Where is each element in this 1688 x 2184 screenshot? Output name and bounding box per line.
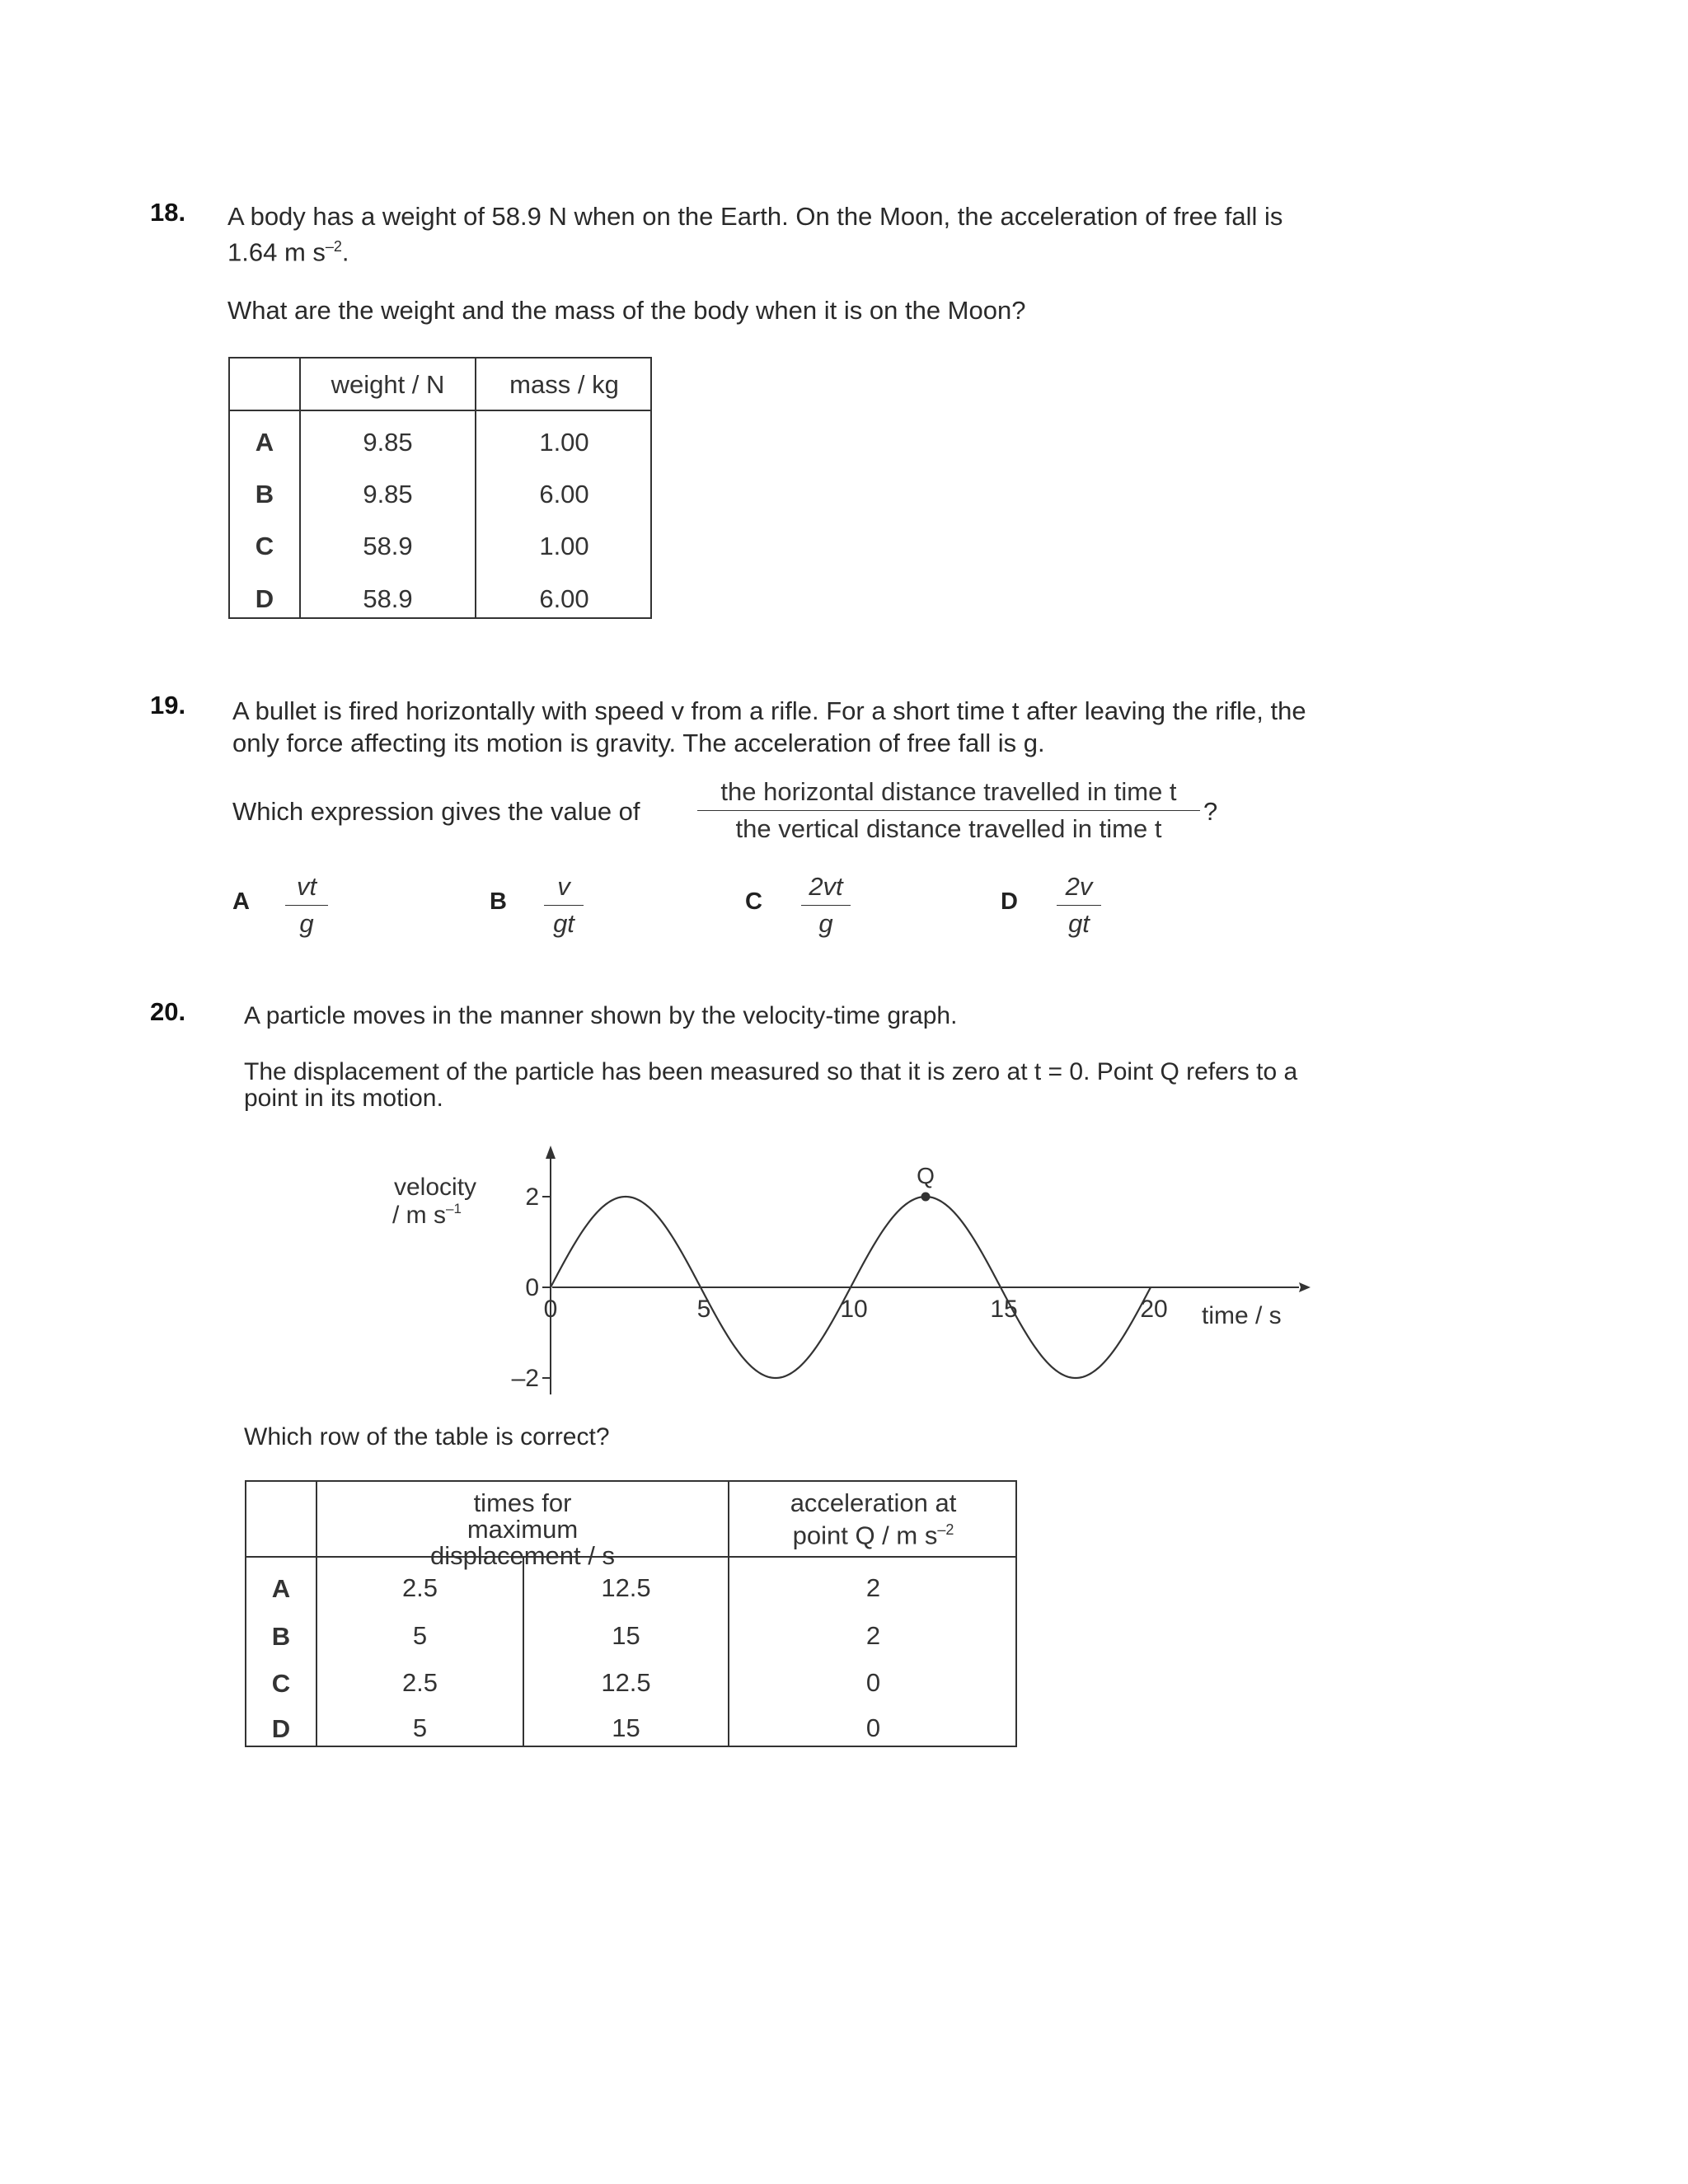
q20-row-acc: 2 [865, 1573, 881, 1602]
q19-line-1: A bullet is fired horizontally with speed v from a rifle. For a short time t after leaving the rifle, the [232, 696, 1306, 725]
q19-option-den: g [299, 909, 314, 938]
q19-option-d-fraction [1057, 872, 1101, 939]
point-q-marker [921, 1193, 931, 1202]
q18-row-label: A [255, 428, 274, 457]
q18-line-2: 1.64 m $s^{-2}$. [227, 237, 349, 267]
x-tick-label: 20 [1140, 1296, 1168, 1323]
question-number-20: 20. [150, 997, 186, 1026]
q20-line-2: The displacement of the particle has been measured so that it is zero at t = 0. Point Q refers to a [244, 1058, 1298, 1085]
q18-row-label: C [255, 532, 274, 560]
q20-line-3: point in its motion. [244, 1085, 443, 1112]
q19-option-a-fraction [285, 872, 328, 939]
q19-option-label: B [490, 888, 507, 915]
q19-option-num: v [544, 872, 584, 906]
x-tick-label: 15 [990, 1296, 1018, 1323]
q18-header-mass: mass / kg [509, 370, 619, 399]
q18-row-label: D [255, 584, 274, 613]
q18-row-mass: 1.00 [539, 532, 589, 560]
q20-row-acc: 0 [865, 1668, 881, 1697]
x-axis-label: time / s [1202, 1302, 1282, 1329]
q19-option-num: 2vt [801, 872, 851, 906]
q18-row-label: B [255, 480, 274, 509]
question-number-18: 18. [150, 198, 186, 227]
q18-row-weight: 9.85 [363, 480, 413, 509]
q19-fraction-numerator: the horizontal distance travelled in time t [697, 777, 1200, 811]
q20-line-1: A particle moves in the manner shown by the velocity-time graph. [244, 1002, 958, 1029]
q20-row-t2: 12.5 [601, 1668, 651, 1697]
q20-row-acc: 2 [865, 1621, 881, 1650]
q18-question: What are the weight and the mass of the body when it is on the Moon? [227, 296, 1026, 325]
q19-option-label: C [745, 888, 762, 915]
q19-fraction-denominator: the vertical distance travelled in time t [735, 814, 1162, 843]
q19-option-c-fraction [801, 872, 851, 939]
q19-option-den: g [818, 909, 833, 938]
q18-row-weight: 58.9 [363, 584, 413, 613]
q19-option-label: D [1001, 888, 1018, 915]
q20-row-t1: 2.5 [401, 1573, 438, 1602]
q20-question: Which row of the table is correct? [244, 1423, 610, 1451]
q20-row-t1: 5 [412, 1713, 428, 1742]
x-tick-label: 0 [543, 1296, 558, 1323]
x-tick-label: 5 [696, 1296, 711, 1323]
q19-option-b-fraction [544, 872, 584, 939]
q20-row-label: D [271, 1714, 291, 1743]
y-tick-label: 2 [525, 1183, 539, 1211]
q20-header-acceleration: acceleration at point Q / m $s^{-2}$ [790, 1488, 957, 1550]
q18-row-mass: 1.00 [539, 428, 589, 457]
y-tick-label: 0 [525, 1274, 539, 1301]
q20-row-label: B [271, 1622, 291, 1651]
q18-row-mass: 6.00 [539, 584, 589, 613]
q18-row-weight: 9.85 [363, 428, 413, 457]
q19-option-num: vt [285, 872, 328, 906]
q19-option-den: gt [553, 909, 574, 938]
q18-header-weight: weight / N [331, 370, 445, 399]
x-axis-arrowhead [1299, 1282, 1311, 1292]
q20-row-acc: 0 [865, 1713, 881, 1742]
q19-line-2: only force affecting its motion is gravity. The acceleration of free fall is g. [232, 729, 1045, 757]
q18-row-weight: 58.9 [363, 532, 413, 560]
q19-fraction [697, 777, 1200, 844]
y-tick-label: –2 [511, 1365, 539, 1392]
q18-answer-table [228, 357, 652, 619]
q19-option-num: 2v [1057, 872, 1101, 906]
q20-row-t2: 15 [612, 1621, 640, 1650]
q20-header-times: times for maximum displacement / s [430, 1488, 615, 1570]
q18-line-1: A body has a weight of 58.9 N when on the Earth. On the Moon, the acceleration of free fall is [227, 202, 1283, 231]
point-q-label: Q [917, 1163, 935, 1188]
q20-row-t2: 15 [612, 1713, 640, 1742]
q20-answer-table [245, 1480, 1017, 1747]
q19-option-den: gt [1068, 909, 1090, 938]
y-axis-label-line2: / m $s^{-1}$ [392, 1201, 462, 1229]
y-axis-arrowhead [546, 1146, 556, 1159]
q20-row-label: A [271, 1574, 291, 1603]
q20-row-t2: 12.5 [601, 1573, 651, 1602]
q19-question-suffix: ? [1203, 797, 1218, 826]
q20-row-t1: 2.5 [401, 1668, 438, 1697]
velocity-time-graph [363, 1137, 1319, 1401]
y-axis-label-line1: velocity [394, 1174, 477, 1201]
x-tick-label: 10 [840, 1296, 868, 1323]
q19-option-label: A [232, 888, 250, 915]
q19-question-prefix: Which expression gives the value of [232, 797, 640, 826]
q20-row-label: C [271, 1669, 291, 1698]
q18-row-mass: 6.00 [539, 480, 589, 509]
q20-row-t1: 5 [412, 1621, 428, 1650]
question-number-19: 19. [150, 691, 186, 719]
